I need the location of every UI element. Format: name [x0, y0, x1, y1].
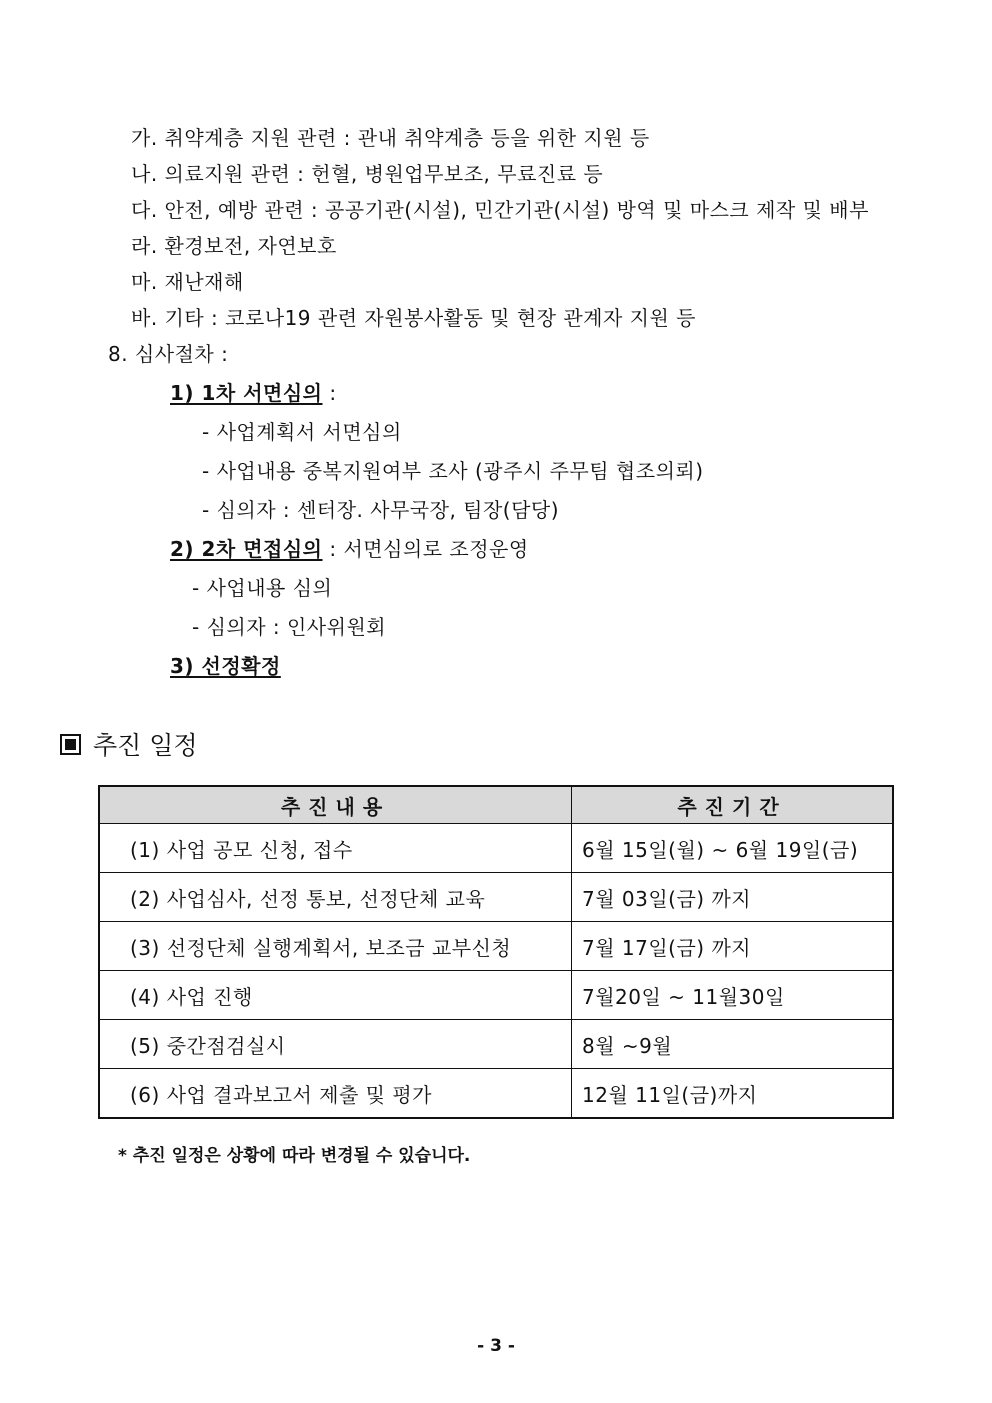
row-content: (6) 사업 결과보고서 제출 및 평가 [99, 1069, 572, 1119]
step1-bullet: - 사업계획서 서면심의 [202, 420, 402, 444]
column-header-content: 추진내용 [99, 786, 572, 824]
schedule-table [98, 785, 894, 1119]
step2-suffix: : 서면심의로 조정운영 [322, 537, 529, 561]
row-content: (5) 중간점검실시 [99, 1020, 572, 1069]
step1-title: 1) 1차 서면심의 [170, 381, 323, 405]
step2-title: 2) 2차 면접심의 [170, 537, 323, 561]
support-item-ra: 라. 환경보전, 자연보호 [131, 234, 337, 258]
support-item-da: 다. 안전, 예방 관련 : 공공기관(시설), 민간기관(시설) 방역 및 마스크 제작 및 배부 [131, 198, 869, 222]
support-item-ma: 마. 재난재해 [131, 270, 244, 294]
step2-bullet: - 심의자 : 인사위원회 [192, 615, 387, 639]
row-content: (2) 사업심사, 선정 통보, 선정단체 교육 [99, 873, 572, 922]
step3-heading [170, 653, 281, 679]
schedule-heading-text: 추진 일정 [93, 731, 198, 760]
row-period: 8월 ~9월 [572, 1020, 894, 1069]
column-header-period: 추진기간 [572, 786, 894, 824]
step2-heading [170, 536, 529, 562]
table-row [99, 922, 893, 971]
step1-bullet: - 심의자 : 센터장. 사무국장, 팀장(담당) [202, 498, 560, 522]
step1-bullet: - 사업내용 중복지원여부 조사 (광주시 주무팀 협조의뢰) [202, 459, 704, 483]
row-period: 12월 11일(금)까지 [572, 1069, 894, 1119]
support-item-ga: 가. 취약계층 지원 관련 : 관내 취약계층 등을 위한 지원 등 [131, 126, 650, 150]
table-row [99, 873, 893, 922]
table-row [99, 1069, 893, 1119]
row-period: 7월 17일(금) 까지 [572, 922, 894, 971]
step1-suffix: : [322, 381, 337, 405]
table-row [99, 824, 893, 873]
step3-title: 3) 선정확정 [170, 654, 281, 678]
row-content: (3) 선정단체 실행계획서, 보조금 교부신청 [99, 922, 572, 971]
row-period: 6월 15일(월) ~ 6월 19일(금) [572, 824, 894, 873]
step1-heading [170, 380, 337, 406]
table-row [99, 1020, 893, 1069]
row-content: (1) 사업 공모 신청, 접수 [99, 824, 572, 873]
support-item-ba: 바. 기타 : 코로나19 관련 자원봉사활동 및 현장 관계자 지원 등 [131, 306, 696, 330]
review-procedure-title: 8. 심사절차 : [108, 342, 229, 366]
row-period: 7월20일 ~ 11월30일 [572, 971, 894, 1020]
table-row [99, 971, 893, 1020]
schedule-heading [60, 730, 198, 762]
schedule-note: * 추진 일정은 상황에 따라 변경될 수 있습니다. [118, 1146, 471, 1166]
row-period: 7월 03일(금) 까지 [572, 873, 894, 922]
square-bullet-icon [60, 734, 81, 755]
page-number: - 3 - [477, 1336, 515, 1356]
support-item-na: 나. 의료지원 관련 : 헌혈, 병원업무보조, 무료진료 등 [131, 162, 604, 186]
step2-bullet: - 사업내용 심의 [192, 576, 333, 600]
row-content: (4) 사업 진행 [99, 971, 572, 1020]
table-header-row [99, 786, 893, 824]
